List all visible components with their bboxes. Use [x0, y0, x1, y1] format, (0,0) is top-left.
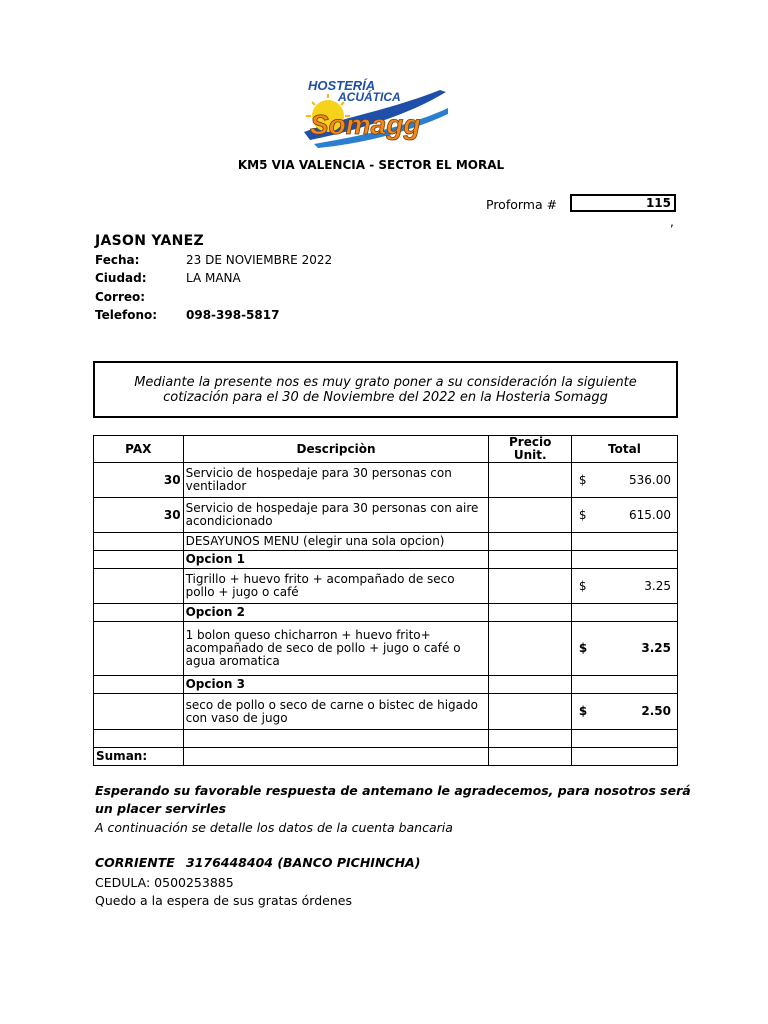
sum-row — [94, 748, 678, 766]
currency-symbol: $ — [578, 472, 587, 487]
table-row — [94, 533, 678, 551]
option-heading: Opcion 3 — [183, 676, 489, 694]
table-header-row — [94, 436, 678, 463]
hotel-address: KM5 VIA VALENCIA - SECTOR EL MORAL — [237, 158, 505, 172]
date-value: 23 DE NOVIEMBRE 2022 — [186, 253, 333, 267]
account-type: CORRIENTE — [95, 855, 175, 870]
closing-note: Quedo a la espera de sus gratas órdenes — [95, 893, 352, 908]
header-unit-price: Precio Unit. — [489, 436, 571, 463]
currency-symbol: $ — [578, 641, 588, 655]
logo-line1: HOSTERÍA — [308, 78, 376, 93]
table-row — [94, 694, 678, 730]
row-pax: 30 — [94, 498, 184, 533]
row-total — [571, 498, 677, 533]
quotation-table — [93, 435, 678, 766]
intro-text: Mediante la presente nos es muy grato poner a su consideración la siguiente cotización para el 30 de Noviembre del 2022 en la Hosteria Somagg — [134, 374, 637, 405]
row-description: seco de pollo o seco de carne o bistec de higado con vaso de jugo — [183, 694, 489, 730]
row-description: Servicio de hospedaje para 30 personas con ventilador — [183, 463, 489, 498]
row-description: Servicio de hospedaje para 30 personas con aire acondicionado — [183, 498, 489, 533]
account-number: 3176448404 (BANCO PICHINCHA) — [186, 855, 421, 870]
row-description: DESAYUNOS MENU (elegir una sola opcion) — [183, 533, 489, 551]
logo-line2: ACUÁTICA — [338, 90, 401, 104]
city-value: LA MANA — [186, 271, 241, 285]
table-row — [94, 569, 678, 604]
total-value: 615.00 — [629, 507, 671, 522]
row-total — [571, 569, 677, 604]
row-pax: 30 — [94, 463, 184, 498]
row-description: 1 bolon queso chicharron + huevo frito+ acompañado de seco de pollo + jugo o café o agua aromatica — [183, 622, 489, 676]
hosteria-logo — [300, 74, 450, 150]
table-row — [94, 676, 678, 694]
total-value: 536.00 — [629, 472, 671, 487]
option-heading: Opcion 1 — [183, 551, 489, 569]
date-label: Fecha: — [95, 253, 140, 267]
closing-line-1: Esperando su favorable respuesta de antemano le agradecemos, para nosotros será — [95, 783, 691, 798]
row-total — [571, 694, 677, 730]
total-value: 2.50 — [641, 704, 671, 718]
header-total: Total — [571, 436, 677, 463]
row-unit-price — [489, 463, 571, 498]
row-description: Tigrillo + huevo frito + acompañado de seco pollo + jugo o café — [183, 569, 489, 604]
header-description: Descripciòn — [183, 436, 489, 463]
logo-brand: Somagg — [310, 109, 421, 140]
sum-label: Suman: — [94, 748, 184, 766]
table-row — [94, 551, 678, 569]
row-total — [571, 463, 677, 498]
row-total — [571, 622, 677, 676]
proforma-mark: , — [670, 215, 674, 229]
phone-value: 098-398-5817 — [186, 308, 280, 322]
client-name: JASON YANEZ — [95, 233, 204, 249]
table-row — [94, 498, 678, 533]
table-row — [94, 604, 678, 622]
total-value: 3.25 — [641, 641, 671, 655]
total-value: 3.25 — [644, 578, 671, 593]
email-label: Correo: — [95, 290, 146, 304]
closing-line-2: un placer servirles — [95, 801, 227, 816]
currency-symbol: $ — [578, 507, 587, 522]
table-row — [94, 730, 678, 748]
intro-message — [93, 361, 678, 418]
currency-symbol: $ — [578, 578, 587, 593]
currency-symbol: $ — [578, 704, 588, 718]
header-pax: PAX — [94, 436, 184, 463]
phone-label: Telefono: — [95, 308, 158, 322]
table-row — [94, 463, 678, 498]
row-unit-price — [489, 498, 571, 533]
bank-intro: A continuación se detalle los datos de la cuenta bancaria — [95, 820, 453, 835]
proforma-label: Proforma # — [486, 197, 558, 212]
cedula: CEDULA: 0500253885 — [95, 875, 234, 890]
city-label: Ciudad: — [95, 271, 147, 285]
option-heading: Opcion 2 — [183, 604, 489, 622]
table-row — [94, 622, 678, 676]
proforma-number: 115 — [570, 194, 676, 212]
